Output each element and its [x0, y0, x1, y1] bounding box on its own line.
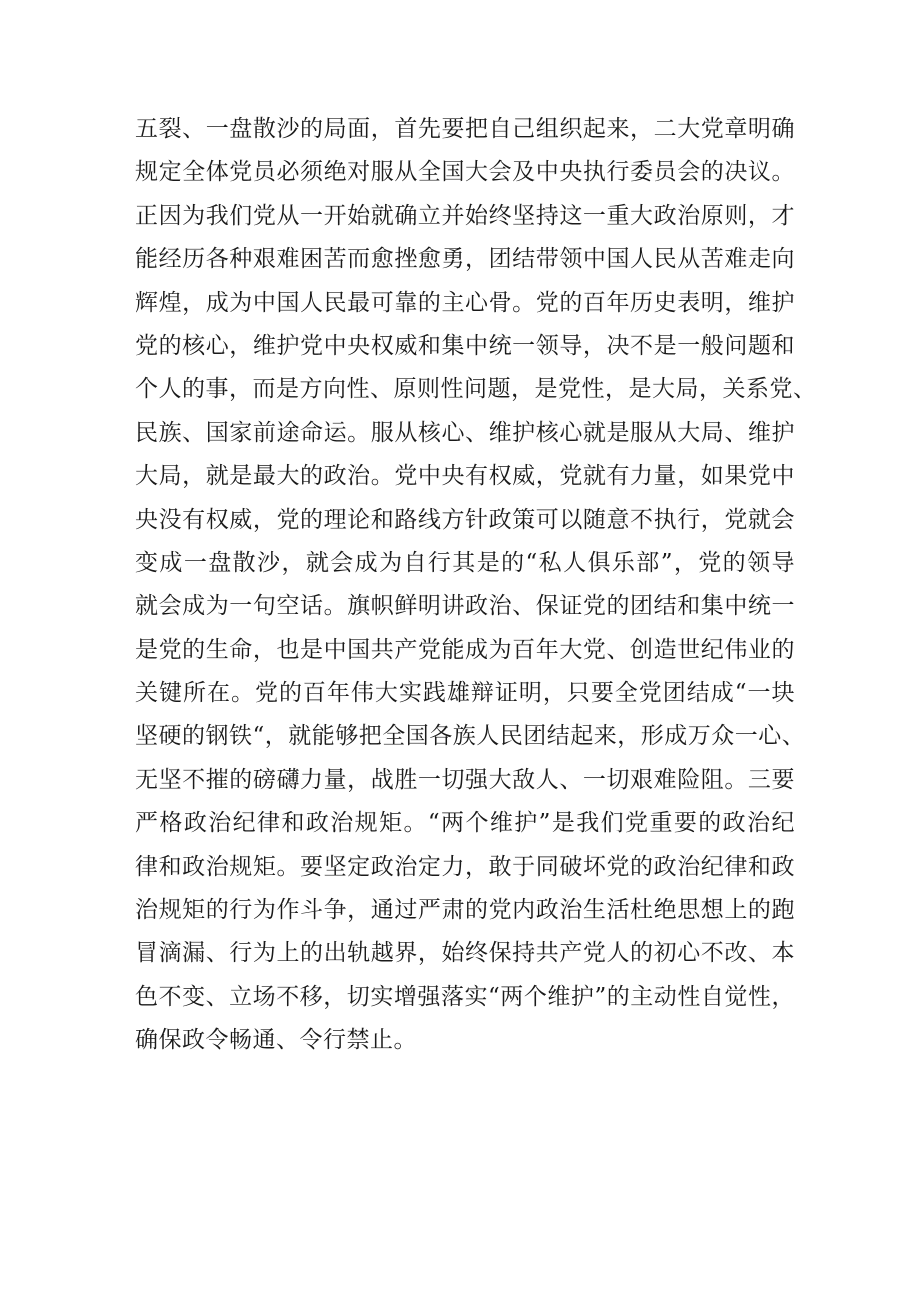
- text-line-8: 民族、国家前途命运。服从核心、维护核心就是服从大局、维护: [135, 419, 795, 446]
- text-line-14: 关键所在。党的百年伟大实践雄辩证明，只要全党团结成“一块: [135, 680, 795, 707]
- text-line-11: 变成一盘散沙，就会成为自行其是的“私人俱乐部”，党的领导: [135, 549, 795, 576]
- text-line-21: 色不变、立场不移，切实增强落实“两个维护”的主动性自觉性，: [135, 983, 795, 1010]
- text-line-2: 规定全体党员必须绝对服从全国大会及中央执行委员会的决议。: [135, 159, 795, 186]
- text-line-20: 冒滴漏、行为上的出轨越界，始终保持共产党人的初心不改、本: [135, 940, 795, 967]
- text-line-6: 党的核心，维护党中央权威和集中统一领导，决不是一般问题和: [135, 332, 795, 359]
- text-line-7: 个人的事，而是方向性、原则性问题，是党性，是大局，关系党、: [135, 376, 817, 403]
- text-line-12: 就会成为一句空话。旗帜鲜明讲政治、保证党的团结和集中统一: [135, 593, 795, 620]
- text-line-19: 治规矩的行为作斗争，通过严肃的党内政治生活杜绝思想上的跑: [135, 897, 795, 924]
- text-line-17: 严格政治纪律和政治规矩。“两个维护”是我们党重要的政治纪: [135, 810, 795, 837]
- text-line-10: 央没有权威，党的理论和路线方针政策可以随意不执行，党就会: [135, 506, 795, 533]
- text-line-15: 坚硬的钢铁“，就能够把全国各族人民团结起来，形成万众一心、: [135, 723, 806, 750]
- text-line-13: 是党的生命，也是中国共产党能成为百年大党、创造世纪伟业的: [135, 636, 795, 663]
- text-line-22: 确保政令畅通、令行禁止。: [135, 1027, 417, 1054]
- text-line-9: 大局，就是最大的政治。党中央有权威，党就有力量，如果党中: [135, 463, 795, 490]
- text-line-4: 能经历各种艰难困苦而愈挫愈勇，团结带领中国人民从苦难走向: [135, 246, 795, 273]
- text-line-3: 正因为我们党从一开始就确立并始终坚持这一重大政治原则，才: [135, 202, 795, 229]
- text-line-16: 无坚不摧的磅礴力量，战胜一切强大敌人、一切艰难险阻。三要: [135, 766, 795, 793]
- text-line-18: 律和政治规矩。要坚定政治定力，敢于同破坏党的政治纪律和政: [135, 853, 795, 880]
- text-line-1: 五裂、一盘散沙的局面，首先要把自己组织起来，二大党章明确: [135, 116, 795, 142]
- text-line-5: 辉煌，成为中国人民最可靠的主心骨。党的百年历史表明，维护: [135, 289, 795, 316]
- body-paragraph: [135, 108, 817, 1063]
